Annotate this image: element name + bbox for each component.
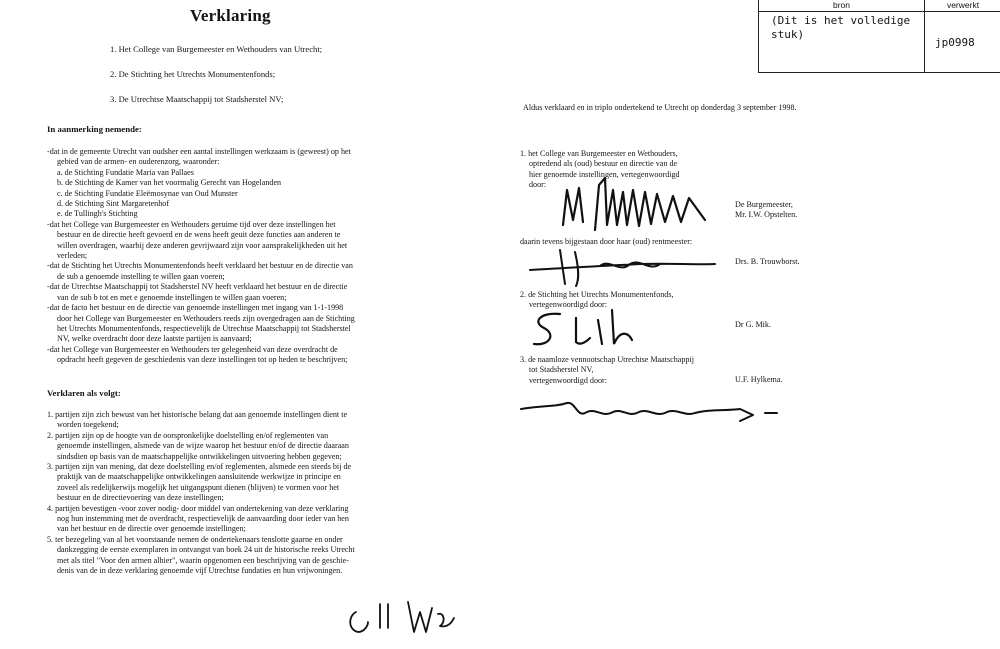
official-burgemeester: De Burgemeester, Mr. I.W. Opstelten. [735,200,798,220]
sign-line: optredend als (oud) bestuur en directie van de [529,159,678,169]
sign-line: 2. de Stichting het Utrechts Monumentenfonds, [520,290,674,299]
sign-line: hier genoemde instellingen, vertegenwoordigd [529,169,680,179]
party-3: 3. De Utrechtse Maatschappij tot Stadsherstel NV; [110,94,284,104]
considering-line: bestuur en de directie heeft gevoerd en de wens heeft geuit deze functies aan anderen te [57,230,341,240]
declaration-line: genoemde instellingen, alsmede van de wijze waarop het bestuur en/of de directie daaraan [57,441,349,451]
considering-line: gebied van de armen- en ouderenzorg, waaronder: [57,157,220,167]
considering-line: -dat de Utrechtse Maatschappij tot Stadsherstel NV heeft verklaard het bestuur en de directie [47,282,348,292]
sign-line: tot Stadsherstel NV, [529,365,594,375]
signature-rentmeester-image [520,240,720,290]
considering-line: het Utrechts Monumentenfonds, respectievelijk de Utrechtse Maatschappij tot Stadsherstel [57,323,351,333]
considering-line: willen overdragen, waarbij deze anderen gevrijwaard zijn voor aansprakelijkheden uit het [57,240,348,250]
party-1: 1. Het College van Burgemeester en Wethouders van Utrecht; [110,44,323,54]
declaration-line: praktijk van de maatschappelijke ontwikkelingen aansluitende werkwijze in principe en [57,472,341,482]
declaration-line: 4. partijen bevestigen -voor zover nodig- door middel van ondertekening van deze verklaring [47,503,349,513]
considering-line: e. de Tullingh's Stichting [57,209,138,219]
declaration-line: sindsdien op basis van de maatschappelijke ontwikkelingen uitvoering hebben gegeven; [57,451,342,461]
declaration-line: denis van de in deze verklaring genoemde vijf Utrechtse fundaties en hun vrijwoningen. [57,566,343,576]
stamp-verwerkt-text: jp0998 [935,36,975,49]
official-monumentenfonds: Dr G. Mik. [735,320,771,329]
considering-line: -dat het College van Burgemeester en Wethouders geruime tijd over deze instellingen het [47,219,336,229]
considering-line: door het College van Burgemeester en Wethouders reeds zijn overgedragen aan de Stichting [57,313,355,323]
declaration-line: dankzegging de eerste exemplaren in ontvangst van boek 24 uit de historische reeks Utrecht [57,545,355,555]
official-rentmeester: Drs. B. Trouwborst. [735,257,800,266]
considering-list [47,147,417,366]
sign-line: vertegenwoordigd door: [529,300,607,310]
sign-line: door: [529,180,547,190]
stamp-bron-label: bron [759,0,925,12]
sign-line: vertegenwoordigd door: [529,375,607,385]
signature-burgemeester-image [555,170,735,240]
initials-signature-image [340,588,460,643]
declaration-line: bestuur en de directievoering van deze instellingen; [57,493,224,503]
considering-line: de sub a genoemde instelling te willen gaan voeren; [57,271,225,281]
declaration-line: 1. partijen zijn zich bewust van het historische belang dat aan genoemde instellingen dient te [47,410,348,419]
considering-line: -dat het College van Burgemeester en Wethouders ter gelegenheid van deze overdracht de [47,344,338,354]
signature-stadsherstel-image [515,395,785,430]
declaration-line: nog hun instemming met de overdracht, respectievelijk de aanvaarding door ieder van hen [57,514,349,524]
considering-line: -dat de facto het bestuur en de directie van genoemde instellingen met ingang van 1-1-1998 [47,303,344,313]
declaration-line: worden toegekend; [57,420,119,430]
signature-monumentenfonds-image [520,300,640,355]
official-stadsherstel: U.F. Hylkema. [735,375,783,384]
considering-line: NV, welke overdracht door deze laatste partijen is aanvaard; [57,334,252,344]
considering-line: -dat in de gemeente Utrecht van oudsher een aantal instellingen werkzaam is (geweest) op het [47,147,351,156]
considering-line: -dat de Stichting het Utrechts Monumentenfonds heeft verklaard het bestuur en de directie van [47,261,353,271]
considering-line: a. de Stichting Fundatie Maria van Pallaes [57,167,194,177]
sign-block-stadsherstel [520,355,730,386]
considering-line: c. de Stichting Fundatie Eleëmosynae van Oud Munster [57,188,238,198]
stamp-bron-text: (Dit is het volledige stuk) [771,14,911,41]
stamp-verwerkt-label: verwerkt [925,0,1000,12]
declaration-line: met als titel "Voor den armen alhier", waarin opgenomen een beschrijving van de geschie- [57,555,349,565]
sign-line: 1. het College van Burgemeester en Wethouders, [520,149,678,158]
declaration-line: 3. partijen zijn van mening, dat deze doelstelling en/of reglementen, alsmede een steeds bij de [47,462,352,472]
declaration-line: van het bestuur en de directie over genoemde instellingen; [57,524,246,534]
sign-line: 3. de naamloze vennootschap Utrechtse Maatschappij [520,355,694,364]
considering-heading: In aanmerking nemende: [47,124,142,134]
considering-line: b. de Stichting de Kamer van het voormalig Gerecht van Hogelanden [57,178,282,188]
considering-line: opdracht heeft gegeven de geschiedenis van deze instellingen tot op heden te beschrijven; [57,355,348,365]
considering-line: van de sub b tot en met e genoemde instellingen te willen gaan voeren; [57,292,287,302]
declaration-line: zoveel als redelijkerwijs mogelijk het uitgangspunt dienen (blijven) te vormen voor het [57,482,340,492]
closing-statement: Aldus verklaard en in triplo ondertekend te Utrecht op donderdag 3 september 1998. [523,103,797,112]
declare-heading: Verklaren als volgt: [47,388,121,398]
declaration-line: 5. ter bezegeling van al het voorstaande nemen de ondertekenaars tenslotte gaarne en onder [47,534,343,544]
sign-line: daarin tevens bijgestaan door haar (oud) rentmeester: [520,237,693,246]
archive-stamp [758,0,1000,73]
party-2: 2. De Stichting het Utrechts Monumentenfonds; [110,69,276,79]
declaration-list [47,410,417,577]
document-title: Verklaring [190,6,271,25]
considering-line: verleden; [57,251,88,261]
declaration-line: 2. partijen zijn op de hoogte van de oorspronkelijke doelstelling en/of reglementen van [47,430,329,440]
considering-line: d. de Stichting Sint Margaretenhof [57,199,170,209]
